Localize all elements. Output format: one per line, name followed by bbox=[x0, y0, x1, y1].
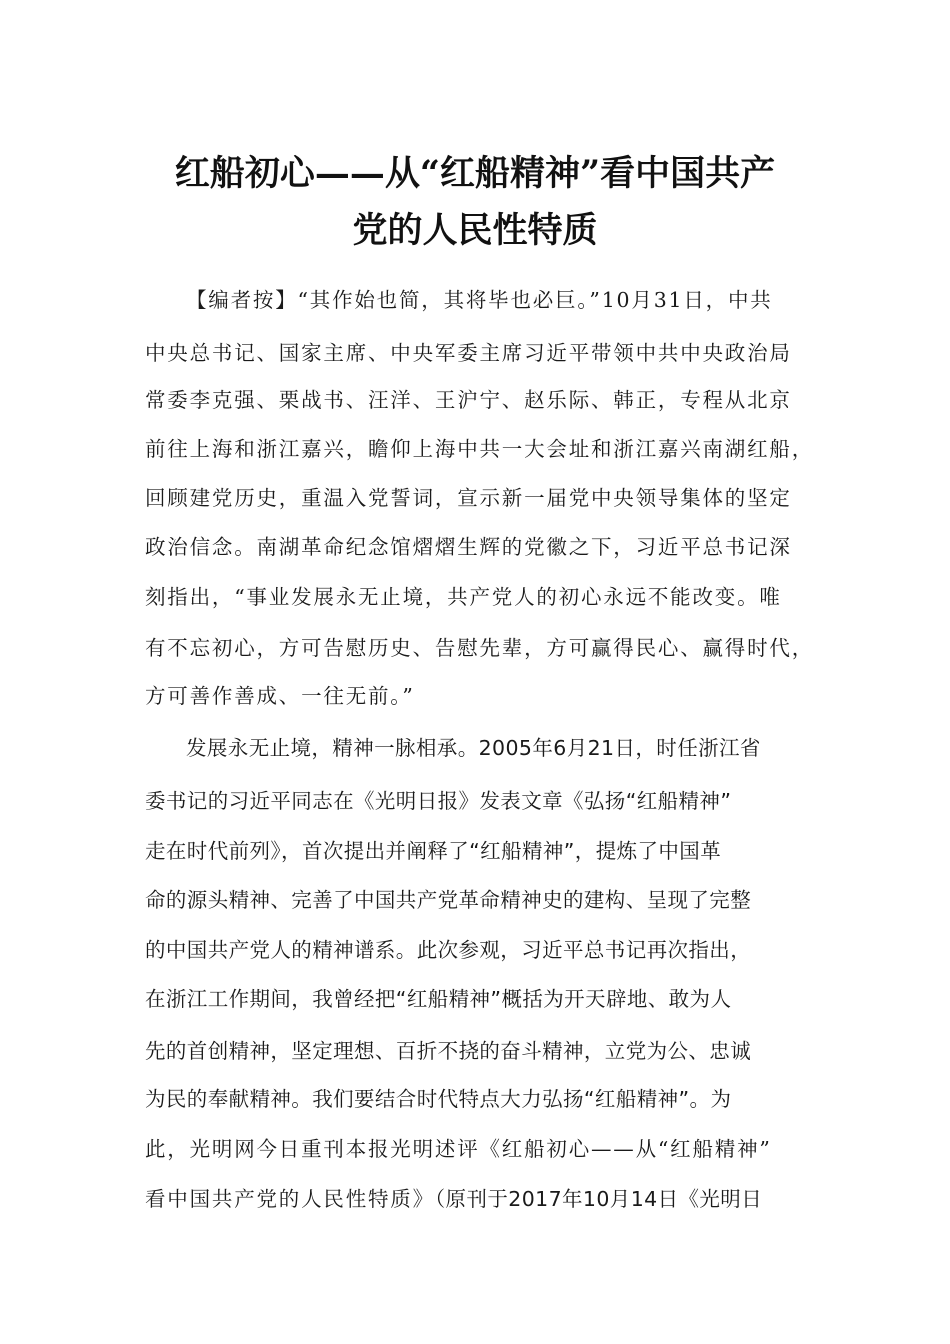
body-line bbox=[145, 1084, 825, 1114]
closing-line-sans: （原刊于2017年10月14日《光明日 bbox=[434, 1187, 763, 1211]
body-line: 发展永无止境，精神一脉相承。2005年6月21日，时任浙江省 bbox=[186, 736, 761, 760]
editor-note-line: 政治信念。南湖革命纪念馆熠熠生辉的党徽之下，习近平总书记深 bbox=[145, 535, 792, 559]
closing-line-serif: 看中国共产党的人民性特质》 bbox=[145, 1187, 435, 1211]
title-line-1: 红船初心——从“红船精神”看中国共产 bbox=[174, 153, 776, 194]
editor-note-line: 中央总书记、国家主席、中央军委主席习近平带领中共中央政治局 bbox=[145, 341, 792, 365]
body-line-tail: 为 bbox=[710, 1087, 733, 1111]
editor-note-line: 有不忘初心，方可告慰历史、告慰先辈，方可赢得民心、赢得时代， bbox=[145, 636, 814, 660]
editor-note-line: 前往上海和浙江嘉兴，瞻仰上海中共一大会址和浙江嘉兴南湖红船， bbox=[145, 437, 814, 461]
body-line: 命的源头精神、完善了中国共产党革命精神史的建构、呈现了完整 bbox=[145, 888, 752, 912]
body-line: 先的首创精神，坚定理想、百折不挠的奋斗精神，立党为公、忠诚 bbox=[145, 1039, 752, 1063]
editor-note-line: 【编者按】“其作始也简，其将毕也必巨。”10月31日，中共 bbox=[186, 288, 773, 312]
editor-note-line: 刻指出，“事业发展永无止境，共产党人的初心永远不能改变。唯 bbox=[145, 585, 782, 609]
closing-line: 此，光明网今日重刊本报光明述评《红船初心——从“红船精神” bbox=[145, 1137, 772, 1161]
body-line: 委书记的习近平同志在《光明日报》发表文章《弘扬“红船精神” bbox=[145, 789, 732, 813]
body-line: 走在时代前列》，首次提出并阐释了“红船精神”，提炼了中国革 bbox=[145, 839, 722, 863]
title-line-2: 党的人民性特质 bbox=[352, 210, 598, 251]
body-line: 的中国共产党人的精神谱系。此次参观，习近平总书记再次指出， bbox=[145, 938, 752, 962]
closing-line bbox=[145, 1184, 825, 1215]
article-title bbox=[110, 145, 840, 259]
editor-note-line: 常委李克强、栗战书、汪洋、王沪宁、赵乐际、韩正，专程从北京 bbox=[145, 388, 792, 412]
editor-note-line: 回顾建党历史，重温入党誓词，宣示新一届党中央领导集体的坚定 bbox=[145, 486, 792, 510]
body-line-text: 为民的奉献精神。我们要结合时代特点大力弘扬“红船精神”。 bbox=[145, 1087, 711, 1111]
body-line: 在浙江工作期间，我曾经把“红船精神”概括为开天辟地、敢为人 bbox=[145, 987, 732, 1011]
editor-note-line: 方可善作善成、一往无前。” bbox=[145, 684, 415, 708]
